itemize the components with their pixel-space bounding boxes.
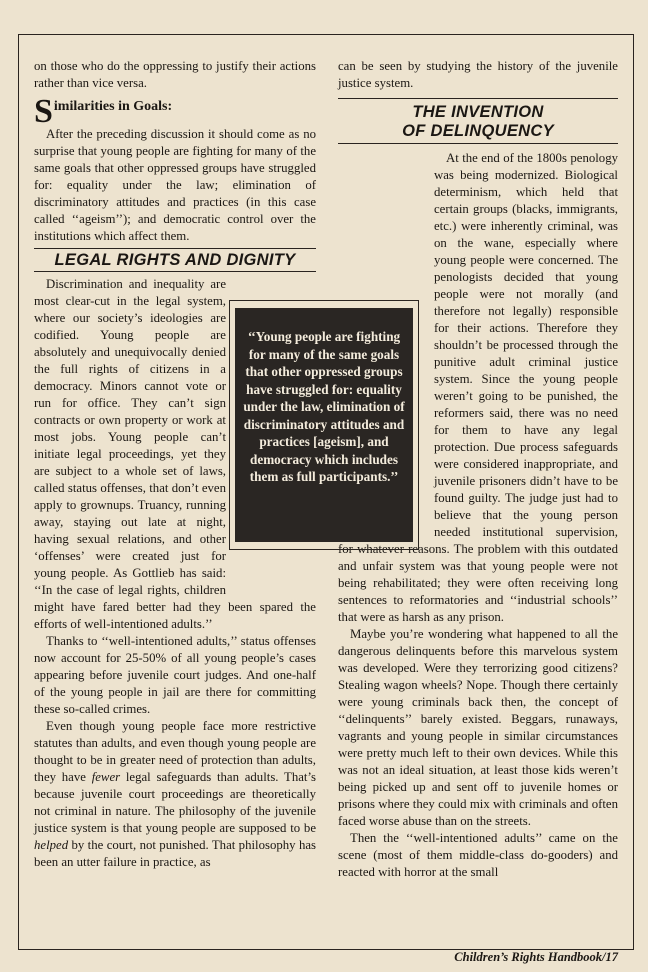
- paragraph-safeguards: Even though young people face more restrictive statutes than adults, and even though young people are thought to be in greater need of protection than adults, they have fewer legal safeguards than adults. That’s because juvenile court proceedings are theoretically not criminal in nature. The philosophy of the juvenile justice system is that young people are supposed to be helped by the court, not punished. That philosophy has been an utter failure in practice, as: [34, 719, 316, 869]
- paragraph-discrimination: Discrimination and inequality are most clear-cut in the legal system, where our society’s ideologies are codified. Young people are absolutely and unequivocally denied the full rights of citizens in a democracy. Minors cannot vote or run for office. They can’t sign contracts or own property or work at most jobs. Young people can’t initiate legal proceedings, yet they are subject to a whole set of laws, called status offenses, that don’t even apply to grownups. Truancy, running away, staying out late at night, having sexual relations, and other ‘offenses’ were created just for young people. As Gottlieb has said: ‘‘In the case of legal rights, children might have fared better had they been spared the efforts of well-intentioned adults.’’: [34, 277, 316, 631]
- pull-quote-text: ‘‘Young people are fighting for many of the same goals that other oppressed groups have struggled for: equality under the law, elimination of discriminatory attitudes and practices [ageism], and democracy which includes them as full participants.’’: [235, 308, 413, 542]
- paragraph-do-gooders: Then the ‘‘well-intentioned adults’’ came on the scene (most of them middle-class do-gooders) and reacted with horror at the small: [338, 831, 618, 879]
- pull-quote: [229, 300, 419, 550]
- paragraph-status-offenses: Thanks to ‘‘well-intentioned adults,’’ status offenses now account for 25-50% of all young people’s cases appearing before juvenile court judges. And one-half of the young people in jail are there for committing these so-called crimes.: [34, 634, 316, 716]
- paragraph-wondering: Maybe you’re wondering what happened to all the dangerous delinquents before this marvelous system was developed. Were they terrorizing good citizens? Stealing wagon wheels? Nope. Though there certainly were young criminals back then, the concept of ‘‘delinquents’’ barely existed. Beggars, runaways, vagrants and young people in similar circumstances were pretty much left to their own devices. While this was not an ideal situation, at least those kids weren’t being picked up and sent off to juvenile homes or prisons where they could mix with criminals and often faced worse abuse than on the streets.: [338, 627, 618, 828]
- section-heading-invention: THE INVENTION OF DELINQUENCY: [338, 98, 618, 144]
- subheading-similarities: [34, 93, 316, 130]
- section-heading-legal-rights: LEGAL RIGHTS AND DIGNITY: [34, 248, 316, 272]
- subheading-text: imilarities in Goals:: [53, 99, 173, 114]
- page-footer: Children’s Rights Handbook/17: [454, 950, 618, 964]
- paragraph-goals: After the preceding discussion it should come as no surprise that young people are fighting for many of the same goals that other oppressed groups have struggled for: equality under the law; elimination of discriminatory attitudes and practices (in this case called ‘‘ageism’’); and democratic control over the institutions which affect them.: [34, 127, 316, 243]
- subheading-initial: S: [34, 93, 53, 130]
- paragraph-oppressing: on those who do the oppressing to justify their actions rather than vice versa.: [34, 59, 316, 90]
- paragraph-history: can be seen by studying the history of the juvenile justice system.: [338, 59, 618, 90]
- paragraph-penology: At the end of the 1800s penology was being modernized. Biological determinism, which held that certain groups (blacks, immigrants, etc.) were inherently criminal, was on the wane, especially where young people were concerned. The penologists decided that young people were not morally (and therefore not legally) responsible for their actions. Therefore they shouldn’t be processed through the punitive adult criminal justice system. Since the young people weren’t going to be punished, the reformers said, there was no need for them to have any legal protection. Due process safeguards were considered inappropriate, and juvenile prisoners didn’t have to be found guilty. The judge just had to believe that the young person needed institutional supervision, for whatever reasons. The problem with this outdated and unfair system was that young people were not being rehabilitated; they were often receiving long sentences to reformatories and ‘‘industrial schools’’ that were as harsh as any prison.: [338, 151, 618, 624]
